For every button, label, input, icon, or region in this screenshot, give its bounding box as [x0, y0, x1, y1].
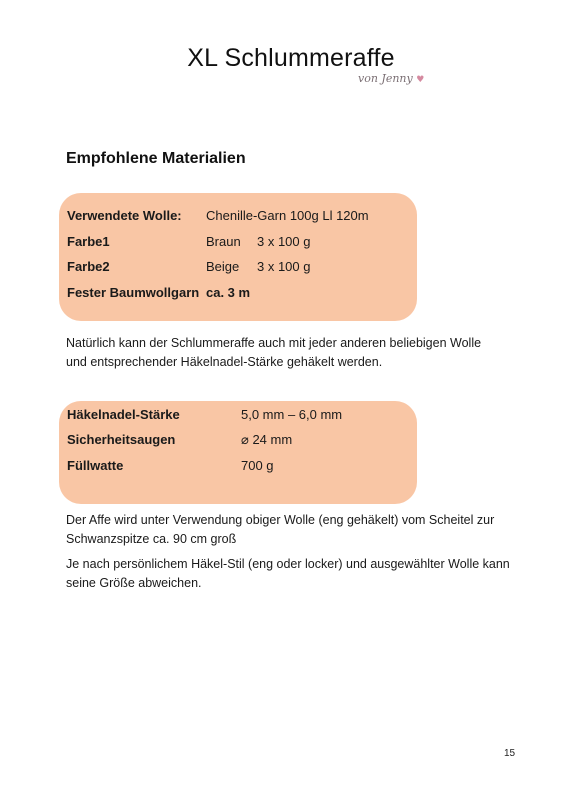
heart-icon: ♥	[416, 75, 425, 85]
tool-value: 5,0 mm – 6,0 mm	[241, 407, 343, 422]
material-label: Farbe2	[67, 259, 110, 274]
note-line: und entsprechender Häkelnadel-Stärke gehäkelt werden.	[66, 355, 383, 369]
tool-label: Häkelnadel-Stärke	[67, 407, 180, 422]
material-value: ca. 3 m	[206, 285, 251, 300]
tool-value: ⌀ 24 mm	[241, 432, 293, 447]
material-value: Beige	[206, 259, 240, 274]
material-quantity: 3 x 100 g	[257, 234, 311, 249]
tools-box	[59, 401, 417, 504]
note-paragraph-1	[66, 334, 521, 372]
material-label: Verwendete Wolle:	[67, 208, 182, 223]
material-value: Chenille-Garn 100g Ll 120m	[206, 208, 369, 223]
note-paragraph-3	[66, 555, 521, 593]
signature-text: von Jenny	[358, 72, 413, 85]
tool-label: Sicherheitsaugen	[67, 432, 176, 447]
material-value: Braun	[206, 234, 241, 249]
note-line: Je nach persönlichem Häkel-Stil (eng oder locker) und ausgewählter Wolle kann	[66, 557, 510, 571]
note-line: Schwanzspitze ca. 90 cm groß	[66, 532, 237, 546]
author-signature	[358, 72, 424, 85]
materials-box	[59, 193, 417, 321]
note-line: seine Größe abweichen.	[66, 576, 202, 590]
note-line: Natürlich kann der Schlummeraffe auch mit jeder anderen beliebigen Wolle	[66, 336, 482, 350]
material-label: Fester Baumwollgarn	[67, 285, 200, 300]
section-title: Empfohlene Materialien	[66, 150, 246, 167]
note-paragraph-2	[66, 511, 521, 549]
page-number: 15	[504, 748, 516, 759]
document-header	[0, 44, 582, 73]
tool-label: Füllwatte	[67, 458, 124, 473]
document-title: XL Schlummeraffe	[187, 44, 395, 72]
tool-value: 700 g	[241, 458, 274, 473]
material-quantity: 3 x 100 g	[257, 259, 311, 274]
material-label: Farbe1	[67, 234, 110, 249]
note-line: Der Affe wird unter Verwendung obiger Wolle (eng gehäkelt) vom Scheitel zur	[66, 513, 495, 527]
